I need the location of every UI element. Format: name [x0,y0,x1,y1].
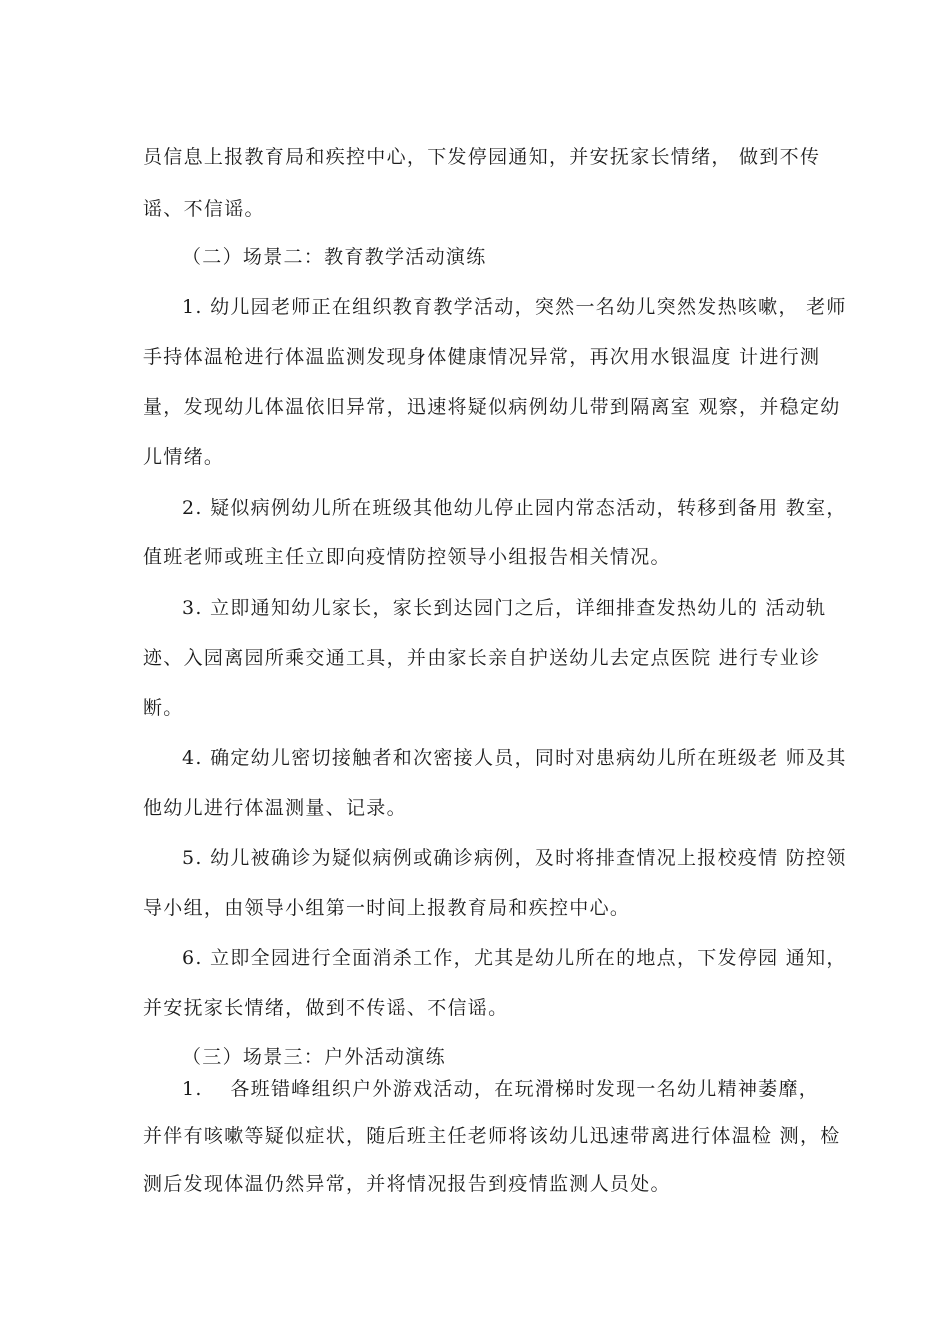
text-line: 迹、入园离园所乘交通工具，并由家长亲自护送幼儿去定点医院 进行专业诊 [143,647,821,669]
text-line: 断。 [143,697,184,719]
text-line: 4. 确定幼儿密切接触者和次密接人员，同时对患病幼儿所在班级老 师及其 [182,747,847,769]
text-line: 值班老师或班主任立即向疫情防控领导小组报告相关情况。 [143,546,671,568]
text-line: 他幼儿进行体温测量、记录。 [143,797,407,819]
text-line: 测后发现体温仍然异常，并将情况报告到疫情监测人员处。 [143,1173,671,1195]
text-line: 员信息上报教育局和疾控中心，下发停园通知，并安抚家长情绪， 做到不传 [143,146,821,168]
section-heading: （三）场景三：户外活动演练 [182,1046,446,1068]
text-line: 6. 立即全园进行全面消杀工作，尤其是幼儿所在的地点，下发停园 通知， [182,947,847,969]
text-line: 导小组，由领导小组第一时间上报教育局和疾控中心。 [143,897,631,919]
text-line: 2. 疑似病例幼儿所在班级其他幼儿停止园内常态活动，转移到备用 教室， [182,497,847,519]
text-line: 并伴有咳嗽等疑似症状，随后班主任老师将该幼儿迅速带离进行体温检 测，检 [143,1125,841,1147]
text-line: 5. 幼儿被确诊为疑似病例或确诊病例，及时将排查情况上报校疫情 防控领 [182,847,847,869]
text-line: 并安抚家长情绪，做到不传谣、不信谣。 [143,997,509,1019]
text-line: 儿情绪。 [143,446,225,468]
text-line: 谣、不信谣。 [143,198,265,220]
text-line: 1. 各班错峰组织户外游戏活动，在玩滑梯时发现一名幼儿精神萎靡， [182,1078,820,1100]
text-line: 手持体温枪进行体温监测发现身体健康情况异常，再次用水银温度 计进行测 [143,346,821,368]
text-line: 3. 立即通知幼儿家长，家长到达园门之后，详细排查发热幼儿的 活动轨 [182,597,827,619]
section-heading: （二）场景二：教育教学活动演练 [182,246,487,268]
text-line: 量，发现幼儿体温依旧异常，迅速将疑似病例幼儿带到隔离室 观察，并稳定幼 [143,396,841,418]
text-line: 1. 幼儿园老师正在组织教育教学活动，突然一名幼儿突然发热咳嗽， 老师 [182,296,847,318]
